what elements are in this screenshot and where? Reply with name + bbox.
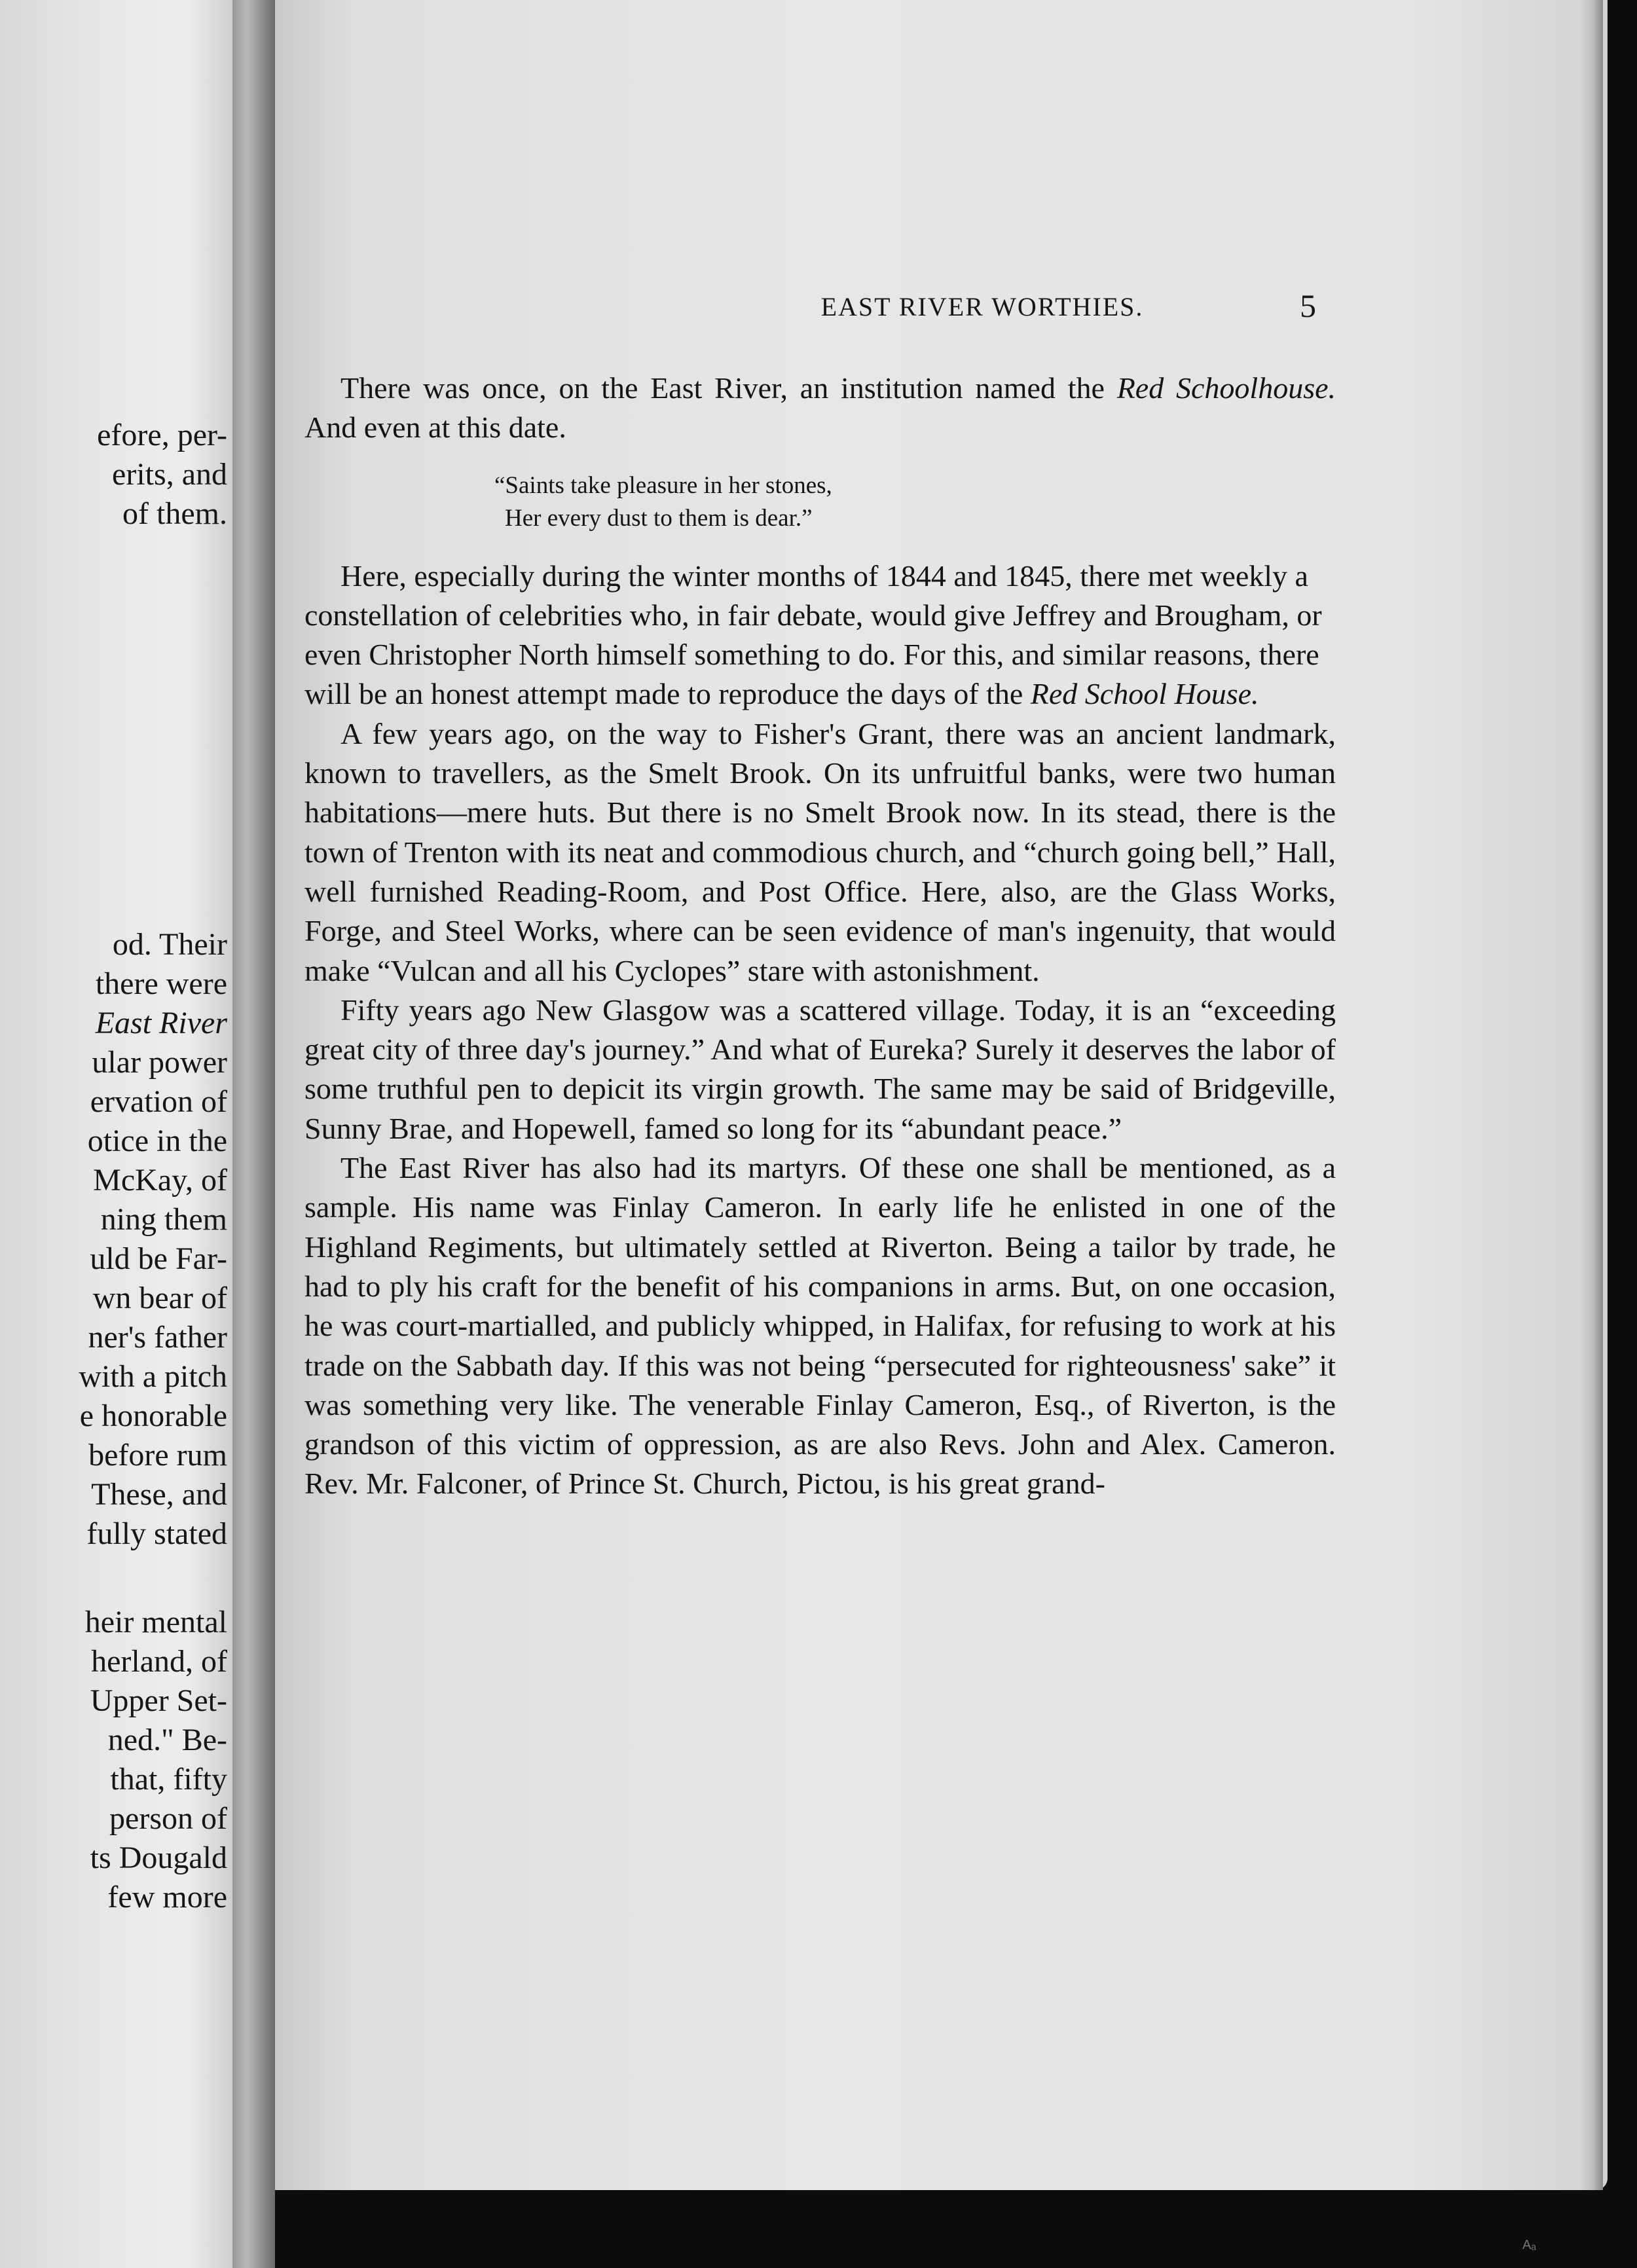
page-edge bbox=[1578, 0, 1603, 2190]
left-fragment-line: with a pitch bbox=[79, 1359, 227, 1394]
paragraph-3: A few years ago, on the way to Fisher's Grant, there was an ancient landmark, known to travellers, as the Smelt Brook. On its unfruitful banks, were two human habitations—mere huts. But there is no Smelt Brook now. In its stead, there is the town of Trenton with its neat and commodious church, and “church going bell,” Hall, well furnished Reading-Room, and Post Office. Here, also, are the Glass Works, Forge, and Steel Works, where can be seen evidence of man's ingenuity, that would make “Vulcan and all his Cyclopes” stare with astonishment. bbox=[304, 716, 1336, 987]
paragraph-4: Fifty years ago New Glasgow was a scattered village. Today, it is an “exceeding great city of three day's journey.” And what of Eureka? Surely it deserves the labor of some truthful pen to depicit its virgin growth. The same may be said of Bridgeville, Sunny Brae, and Hopewell, famed so long for its “abundant peace.” bbox=[304, 993, 1336, 1145]
paragraph-5: The East River has also had its martyrs. Of these one shall be mentioned, as a sample. His name was Finlay Cameron. In early life he enlisted in one of the Highland Regiments, but ultimately settled at Riverton. Being a tailor by trade, he had to ply his craft for the benefit of his companions in arms. But, on one occasion, he was court-martialled, and publicly whipped, in Halifax, for refusing to work at his trade on the Sabbath day. If this was not being “persecuted for righteousness' sake” it was something very like. The venerable Finlay Cameron, Esq., of Riverton, is the grandson of this victim of oppression, as are also Revs. John and Alex. Cameron. Rev. Mr. Falconer, of Prince St. Church, Pictou, is his great grand- bbox=[304, 1151, 1336, 1501]
left-fragment-line: ner's father bbox=[88, 1320, 227, 1355]
page-body bbox=[304, 369, 1336, 1504]
running-title: EAST RIVER WORTHIES. bbox=[820, 292, 1144, 321]
left-fragment-line: person of bbox=[109, 1801, 227, 1836]
left-fragment-line: herland, of bbox=[91, 1644, 227, 1679]
left-fragment-line: otice in the bbox=[87, 1124, 227, 1158]
left-fragment-line: ned." Be- bbox=[107, 1723, 227, 1757]
left-fragment-line: ts Dougald bbox=[90, 1840, 227, 1875]
verse-quote bbox=[494, 469, 1336, 535]
paragraph-1-text-end: And even at this date. bbox=[304, 411, 566, 445]
scan-corner-mark: Aₐ bbox=[1522, 2238, 1536, 2252]
left-fragment-line: ervation of bbox=[90, 1084, 227, 1119]
paragraph-2-text: Here, especially during the winter months of 1844 and 1845, there met weekly a constellation of celebrities who, in fair debate, would give Jeffrey and Brougham, or even Christopher North himself something to do. For this, and similar reasons, there will be an honest attempt made to reproduce the days of the bbox=[304, 558, 1322, 711]
left-fragment-line: erits, and bbox=[112, 457, 227, 492]
left-fragment-line: uld be Far- bbox=[90, 1241, 227, 1276]
paragraph-2-italic: Red School House. bbox=[1030, 677, 1259, 711]
left-fragment-line: McKay, of bbox=[93, 1163, 227, 1198]
left-fragment-line: ning them bbox=[100, 1202, 227, 1237]
left-fragment-line: heir mental bbox=[84, 1605, 227, 1639]
page-number: 5 bbox=[1300, 287, 1316, 324]
paragraph-1 bbox=[304, 369, 1336, 448]
verse-line-1: “Saints take pleasure in her stones, bbox=[494, 471, 832, 499]
left-fragment-line: there were bbox=[95, 966, 227, 1001]
book-gutter bbox=[232, 0, 275, 2268]
paragraph-1-italic: Red Schoolhouse. bbox=[1116, 371, 1336, 405]
left-fragment-line: od. Their bbox=[112, 927, 227, 962]
left-fragment-line: of them. bbox=[122, 496, 227, 531]
left-fragment-line: efore, per- bbox=[97, 418, 227, 452]
paragraph-2 bbox=[304, 557, 1336, 714]
left-fragment-line: These, and bbox=[91, 1477, 227, 1512]
previous-page-fragment bbox=[0, 0, 232, 2268]
left-fragment-line: East River bbox=[95, 1006, 227, 1040]
left-fragment-line: few more bbox=[107, 1880, 227, 1914]
left-fragment-line: that, fifty bbox=[110, 1762, 227, 1797]
left-fragment-line: before rum bbox=[88, 1438, 227, 1472]
left-fragment-line: ular power bbox=[92, 1045, 227, 1080]
verse-line-2: Her every dust to them is dear.” bbox=[505, 504, 813, 532]
left-fragment-line: Upper Set- bbox=[90, 1683, 227, 1718]
left-fragment-line: wn bear of bbox=[92, 1281, 227, 1315]
left-fragment-line: fully stated bbox=[86, 1516, 227, 1551]
paragraph-1-text: There was once, on the East River, an institution named the bbox=[340, 371, 1117, 405]
left-fragment-line: e honorable bbox=[79, 1399, 227, 1433]
